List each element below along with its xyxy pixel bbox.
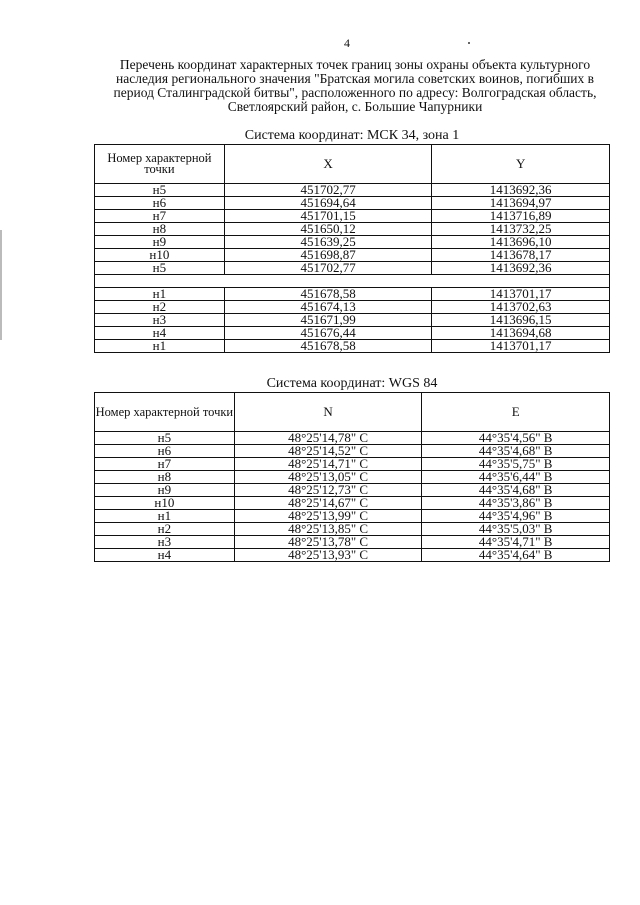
point-number-cell: н7 [95, 210, 225, 223]
page-number: 4 [344, 36, 350, 50]
coordinate-cell: 48°25'14,78" С [234, 432, 422, 445]
coordinate-cell: 44°35'3,86" В [422, 497, 610, 510]
header-x: X [224, 145, 432, 184]
coordinate-cell: 1413702,63 [432, 301, 610, 314]
coordinate-cell: 44°35'4,96" В [422, 510, 610, 523]
header-y: Y [432, 145, 610, 184]
coordinate-cell: 48°25'13,78" С [234, 536, 422, 549]
point-number-cell: н1 [95, 510, 235, 523]
coordinate-cell: 48°25'13,05" С [234, 471, 422, 484]
coordinate-cell: 1413716,89 [432, 210, 610, 223]
header-point-number: Номер характерной точки [95, 145, 225, 184]
coordinate-cell: 1413678,17 [432, 249, 610, 262]
coordinate-cell: 1413692,36 [432, 184, 610, 197]
coordinate-cell: 451702,77 [224, 262, 432, 275]
point-number-cell: н7 [95, 458, 235, 471]
coordinate-cell: 451678,58 [224, 340, 432, 353]
coordinate-cell: 451702,77 [224, 184, 432, 197]
table-row [95, 340, 610, 353]
coordinate-cell: 48°25'13,99" С [234, 510, 422, 523]
header-n: N [234, 393, 422, 432]
point-number-cell: н3 [95, 536, 235, 549]
header-point-number: Номер характерной точки [95, 393, 235, 432]
point-number-cell: н5 [95, 262, 225, 275]
table2-caption: Система координат: WGS 84 [266, 376, 438, 391]
header-e: E [422, 393, 610, 432]
coordinate-cell: 1413692,36 [432, 262, 610, 275]
point-number-cell: н6 [95, 445, 235, 458]
coordinate-cell: 48°25'14,52" С [234, 445, 422, 458]
point-number-cell: н1 [95, 340, 225, 353]
coordinate-cell: 1413696,15 [432, 314, 610, 327]
coordinate-cell: 44°35'5,75" В [422, 458, 610, 471]
coordinate-cell: 451671,99 [224, 314, 432, 327]
table-row [95, 549, 610, 562]
point-number-cell: н5 [95, 432, 235, 445]
coordinate-cell: 48°25'14,67" С [234, 497, 422, 510]
table-header-row [95, 145, 610, 184]
coordinate-cell: 451676,44 [224, 327, 432, 340]
point-number-cell: н10 [95, 497, 235, 510]
point-number-cell: н2 [95, 301, 225, 314]
coordinates-table-msk [94, 144, 610, 353]
coordinate-cell: 451678,58 [224, 288, 432, 301]
point-number-cell: н10 [95, 249, 225, 262]
coordinate-cell: 1413732,25 [432, 223, 610, 236]
point-number-cell: н1 [95, 288, 225, 301]
point-number-cell: н9 [95, 484, 235, 497]
coordinate-cell: 451674,13 [224, 301, 432, 314]
coordinate-cell: 44°35'6,44" В [422, 471, 610, 484]
coordinate-cell: 1413696,10 [432, 236, 610, 249]
scan-edge-mark [0, 230, 2, 340]
coordinate-cell: 48°25'12,73" С [234, 484, 422, 497]
point-number-cell: н8 [95, 471, 235, 484]
coordinate-cell: 44°35'4,68" В [422, 484, 610, 497]
coordinate-cell: 48°25'13,93" С [234, 549, 422, 562]
point-number-cell: н9 [95, 236, 225, 249]
coordinate-cell: 48°25'14,71" С [234, 458, 422, 471]
coordinate-cell: 1413694,68 [432, 327, 610, 340]
coordinate-cell: 44°35'4,64" В [422, 549, 610, 562]
point-number-cell: н2 [95, 523, 235, 536]
table-row [95, 262, 610, 275]
point-number-cell: н8 [95, 223, 225, 236]
coordinate-cell: 44°35'5,03" В [422, 523, 610, 536]
coordinate-cell: 1413701,17 [432, 288, 610, 301]
point-number-cell: н6 [95, 197, 225, 210]
coordinate-cell: 1413701,17 [432, 340, 610, 353]
point-number-cell: н4 [95, 327, 225, 340]
coordinate-cell: 44°35'4,71" В [422, 536, 610, 549]
coordinate-cell: 451650,12 [224, 223, 432, 236]
table1-caption: Система координат: МСК 34, зона 1 [244, 128, 460, 143]
coordinate-cell: 451639,25 [224, 236, 432, 249]
coordinate-cell: 451701,15 [224, 210, 432, 223]
point-number-cell: н4 [95, 549, 235, 562]
coordinate-cell: 1413694,97 [432, 197, 610, 210]
coordinate-cell: 44°35'4,56" В [422, 432, 610, 445]
document-title: Перечень координат характерных точек границ зоны охраны объекта культурного наследия регионального значения "Братская могила советских воинов, погибших в период Сталинградской битвы", расположенного по адресу: Волгоградская область, Светлоярский район, с. Большие Чапурники [113, 57, 597, 114]
coordinate-cell: 451698,87 [224, 249, 432, 262]
coordinate-cell: 48°25'13,85" С [234, 523, 422, 536]
point-number-cell: н5 [95, 184, 225, 197]
table-header-row [95, 393, 610, 432]
coordinate-cell: 451694,64 [224, 197, 432, 210]
coordinate-cell: 44°35'4,68" В [422, 445, 610, 458]
point-number-cell: н3 [95, 314, 225, 327]
scan-dot [468, 42, 470, 44]
coordinates-table-wgs84 [94, 392, 610, 562]
